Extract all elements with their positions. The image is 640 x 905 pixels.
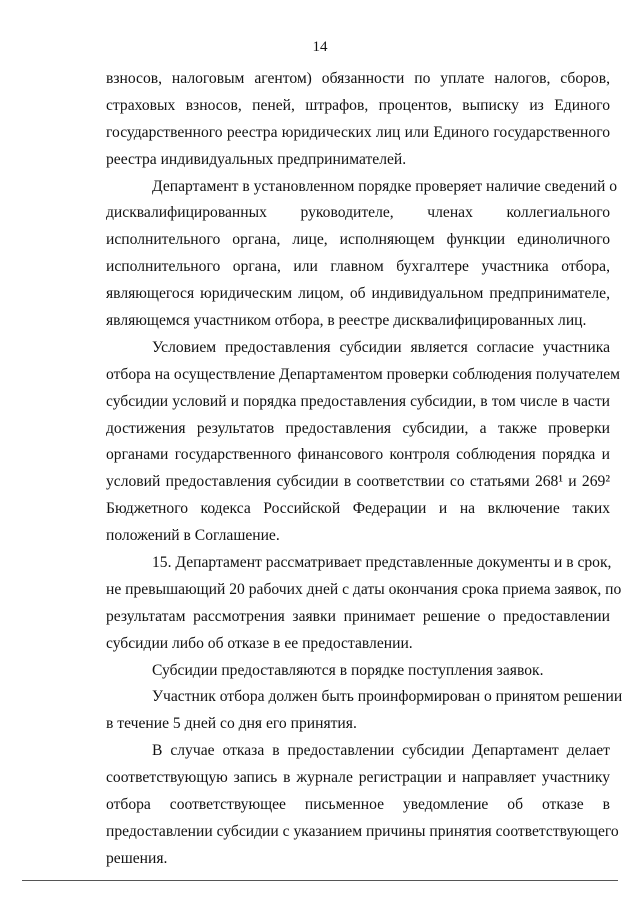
text-line: государственного реестра юридических лиц или Единого государственного — [106, 123, 610, 141]
text-line: исполнительного органа, или главном бухгалтере участника отбора, — [106, 258, 610, 276]
text-line: реестра индивидуальных предпринимателей. — [106, 150, 407, 168]
text-line: соответствующую запись в журнале регистрации и направляет участнику — [106, 769, 610, 787]
text-line: субсидии либо об отказе в ее предоставлении. — [106, 634, 413, 652]
text-line: не превышающий 20 рабочих дней с даты окончания срока приема заявок, по — [106, 580, 622, 598]
text-line: Участник отбора должен быть проинформирован о принятом решении — [152, 688, 623, 706]
text-line: условий предоставления субсидии в соответствии со статьями 268¹ и 269² — [106, 473, 610, 491]
text-line: дисквалифицированных руководителе, членах коллегиального — [106, 204, 610, 222]
text-line: субсидии условий и порядка предоставления субсидии, в том числе в части — [106, 392, 610, 410]
text-line: страховых взносов, пеней, штрафов, процентов, выписку из Единого — [106, 96, 610, 114]
text-line: достижения результатов предоставления субсидии, а также проверки — [106, 419, 610, 437]
text-line: являющемся участником отбора, в реестре дисквалифицированных лиц. — [106, 312, 587, 330]
text-line: являющегося юридическим лицом, об индивидуальном предпринимателе, — [106, 285, 610, 303]
text-line: органами государственного финансового контроля соблюдения порядка и — [106, 446, 610, 464]
text-line: результатам рассмотрения заявки принимает решение о предоставлении — [106, 607, 610, 625]
text-line: в течение 5 дней со дня его принятия. — [106, 715, 357, 733]
text-line: Условием предоставления субсидии является согласие участника — [152, 338, 610, 356]
text-line: исполнительного органа, лице, исполняющем функции единоличного — [106, 231, 610, 249]
text-line: отбора на осуществление Департаментом проверки соблюдения получателем — [106, 365, 621, 383]
text-line: Департамент в установленном порядке проверяет наличие сведений о — [152, 177, 618, 195]
text-line: взносов, налоговым агентом) обязанности по уплате налогов, сборов, — [106, 70, 610, 87]
text-line: В случае отказа в предоставлении субсидии Департамент делает — [152, 742, 610, 760]
text-line: Субсидии предоставляются в порядке поступления заявок. — [152, 661, 544, 679]
text-line: Бюджетного кодекса Российской Федерации и на включение таких — [106, 500, 610, 518]
text-line: 15. Департамент рассматривает представленные документы и в срок, — [152, 554, 612, 572]
document-body — [106, 66, 623, 873]
text-line: предоставлении субсидии с указанием причины принятия соответствующего — [106, 822, 619, 840]
text-line: отбора соответствующее письменное уведомление об отказе в — [106, 796, 610, 814]
page-number: 14 — [312, 39, 328, 55]
footer-rule — [22, 880, 618, 881]
text-line: решения. — [106, 849, 168, 867]
text-line: положений в Соглашение. — [106, 527, 280, 545]
